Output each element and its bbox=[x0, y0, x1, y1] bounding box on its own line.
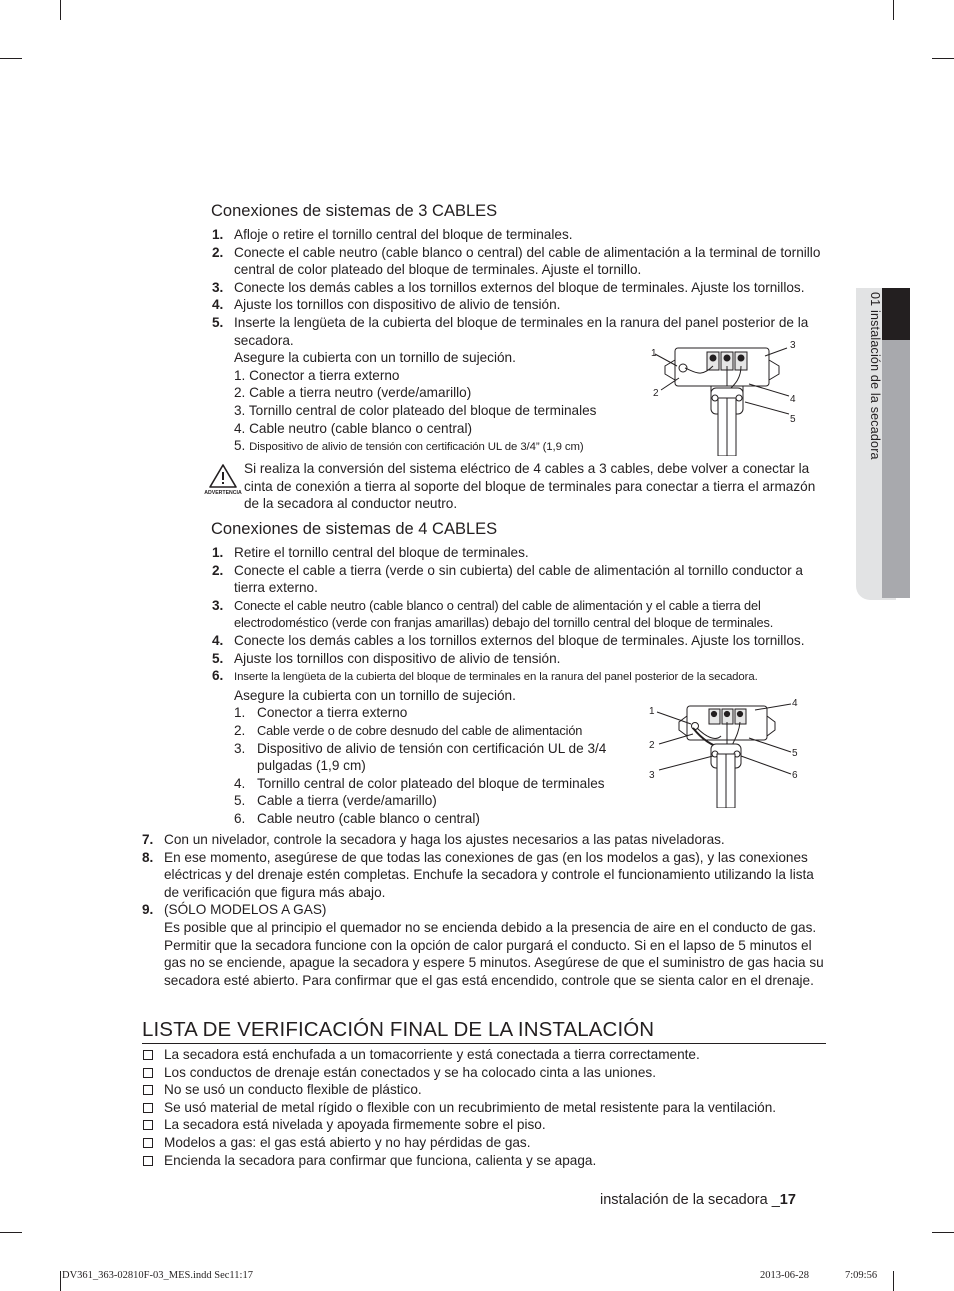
checkbox[interactable] bbox=[143, 1050, 153, 1060]
page-number: 17 bbox=[779, 1192, 796, 1208]
list-item: 4. Tornillo central de color plateado del bloque de terminales bbox=[234, 775, 605, 791]
slug-time: 7:09:56 bbox=[845, 1270, 878, 1281]
crop-mark bbox=[60, 0, 61, 20]
list-item: 3. Conecte el cable neutro (cable blanco o central) del cable de alimentación y el cable a tierra del electrodoméstico (verde con franjas amarillas) debajo del tornillo central del bloque de terminales. bbox=[212, 597, 774, 631]
diagram-label: 6 bbox=[792, 770, 798, 781]
diagram-label: 5 bbox=[792, 748, 798, 759]
main-steps bbox=[142, 831, 826, 989]
checkbox[interactable] bbox=[143, 1068, 153, 1078]
slug-date: 2013-06-28 bbox=[760, 1270, 809, 1281]
crop-mark bbox=[932, 58, 954, 59]
list-item: 6. Cable neutro (cable blanco o central) bbox=[234, 810, 480, 826]
list-item: 5. Ajuste los tornillos con dispositivo de alivio de tensión. bbox=[212, 650, 561, 666]
list-item: 9. (SÓLO MODELOS A GAS) Es posible que al principio el quemador no se encienda debido a la presencia de aire en el conducto de gas. Permitir que la secadora funcione con la opción de calor purgará el conducto. Si en el lapso de 5 minutos el gas no se enciende, apague la secadora y espere 5 minutos. Asegúrese de que el suministro de gas hacia su secadora esté abierto. Para confirmar que el gas está encendido, controle que se sienta calor en el drenaje. bbox=[142, 901, 826, 989]
diagram-label: 3 bbox=[790, 340, 796, 351]
terminal-block-4-wire-diagram bbox=[645, 696, 805, 808]
section-3-wire-title: Conexiones de sistemas de 3 CABLES bbox=[211, 202, 498, 220]
diagram-label: 5 bbox=[790, 414, 796, 425]
crop-mark bbox=[0, 58, 22, 59]
checkbox[interactable] bbox=[143, 1138, 153, 1148]
list-item: 3. Dispositivo de alivio de tensión con certificación UL de 3/4 pulgadas (1,9 cm) bbox=[234, 740, 607, 774]
checkbox[interactable] bbox=[143, 1103, 153, 1113]
diagram-label: 2 bbox=[653, 388, 659, 399]
diagram-label: 4 bbox=[790, 394, 796, 405]
list-item: 1. Retire el tornillo central del bloque de terminales. bbox=[212, 545, 529, 560]
crop-mark bbox=[60, 1271, 61, 1291]
checklist-item: Modelos a gas: el gas está abierto y no hay pérdidas de gas. bbox=[142, 1134, 826, 1152]
section-4-wire-title: Conexiones de sistemas de 4 CABLES bbox=[211, 520, 498, 538]
list-item: 1. Conector a tierra externo bbox=[234, 367, 400, 383]
checklist-item: Encienda la secadora para confirmar que funciona, calienta y se apaga. bbox=[142, 1152, 826, 1170]
checkbox[interactable] bbox=[143, 1156, 153, 1166]
step-note: Asegure la cubierta con un tornillo de sujeción. bbox=[234, 350, 516, 366]
list-item: 5. Dispositivo de alivio de tensión con certificación UL de 3/4” (1,9 cm) bbox=[234, 438, 584, 454]
checkbox[interactable] bbox=[143, 1120, 153, 1130]
parts-list bbox=[234, 704, 618, 827]
diagram-label: 1 bbox=[651, 348, 657, 359]
crop-mark bbox=[893, 1271, 894, 1291]
crop-mark bbox=[893, 0, 894, 20]
warning-icon-label: ADVERTENCIA bbox=[204, 490, 242, 496]
page-footer: instalación de la secadora _17 bbox=[600, 1192, 796, 1208]
step-note: Asegure la cubierta con un tornillo de sujeción. bbox=[234, 687, 516, 703]
checklist-item: La secadora está nivelada y apoyada firmemente sobre el piso. bbox=[142, 1116, 826, 1134]
side-tab-marker bbox=[882, 288, 910, 340]
checklist bbox=[142, 1046, 826, 1169]
checkbox[interactable] bbox=[143, 1085, 153, 1095]
list-item: 8. En ese momento, asegúrese de que todas las conexiones de gas (en los modelos a gas), y las conexiones eléctricas y del drenaje estén completas. Enchufe la secadora y controle el funcionamiento utilizando la lista de verificación que figura más abajo. bbox=[142, 849, 814, 900]
list-item: 2. Conecte el cable a tierra (verde o sin cubierta) del cable de alimentación al tornillo conductor a tierra externo. bbox=[212, 562, 803, 596]
diagram-label: 2 bbox=[649, 740, 655, 751]
list-item: 5. Inserte la lengüeta de la cubierta del bloque de terminales en la ranura del panel posterior de la secadora. Asegure la cubierta con un tornillo de sujeción. 1. Conector a tierra externo 2. Cable a tierra neutro (verde/amarillo) 3. Tornillo central de color plateado del bloque de terminales 4. Cable neutro (cable blanco o central) 5. Dispositivo de alivio de tensión con certificación UL de 3/4” (1,9 cm) bbox=[212, 314, 826, 457]
crop-mark bbox=[0, 1232, 22, 1233]
warning-text: Si realiza la conversión del sistema eléctrico de 4 cables a 3 cables, debe volver a conectar la cinta de conexión a tierra al soporte del bloque de terminales para conectar a tierra el armazón de la secadora al conductor neutro. bbox=[244, 461, 816, 512]
list-item: 1. Conector a tierra externo bbox=[234, 705, 408, 721]
crop-mark bbox=[932, 1232, 954, 1233]
list-item: 2. Cable a tierra neutro (verde/amarillo) bbox=[234, 385, 472, 401]
list-item: 6. Inserte la lengüeta de la cubierta del bloque de terminales en la ranura del panel posterior de la secadora. Asegure la cubierta con un tornillo de sujeción. 1. Conector a tierra externo 2. Cable verde o de cobre desnudo del cable de alimentación 3. Dispositivo de alivio de tensión con certificación UL de 3/4 pulgadas (1,9 cm) 4. Tornillo central de color plateado del bloque de terminales 5. Cable a tierra (verde/amarillo) 6. Cable neutro (cable blanco o central) bbox=[212, 668, 758, 826]
list-item: 4. Conecte los demás cables a los tornillos externos del bloque de terminales. Ajuste los tornillos. bbox=[212, 632, 805, 648]
list-item: 3. Tornillo central de color plateado del bloque de terminales bbox=[234, 402, 597, 418]
list-item: 4. Cable neutro (cable blanco o central) bbox=[234, 420, 473, 436]
diagram-label: 4 bbox=[792, 698, 798, 709]
slug-file: DV361_363-02810F-03_MES.indd Sec11:17 bbox=[62, 1270, 253, 1281]
checklist-item: Se usó material de metal rígido o flexible con un recubrimiento de metal resistente para la ventilación. bbox=[142, 1099, 826, 1117]
step-note: Es posible que al principio el quemador no se encienda debido a la presencia de aire en el conducto de gas. Permitir que la secadora funcione con la opción de calor purgará el conducto. Si en el lapso de 5 minutos el gas no se enciende, apague la secadora y espere 5 minutos. Asegúrese de que el suministro de gas hacia su secadora esté abierto. Para confirmar que el gas está encendido, controle que se sienta calor en el drenaje. bbox=[164, 919, 824, 988]
checklist-item: Los conductos de drenaje están conectados y se ha colocado cinta a las uniones. bbox=[142, 1064, 826, 1082]
checklist-item: La secadora está enchufada a un tomacorriente y está conectada a tierra correctamente. bbox=[142, 1046, 826, 1064]
checklist-item: No se usó un conducto flexible de plástico. bbox=[142, 1081, 826, 1099]
terminal-block-3-wire-diagram bbox=[645, 338, 805, 456]
side-tab-bar bbox=[882, 340, 910, 598]
diagram-label: 3 bbox=[649, 770, 655, 781]
list-item: 5. Cable a tierra (verde/amarillo) bbox=[234, 793, 437, 809]
diagram-label: 1 bbox=[649, 706, 655, 717]
list-item: 2. Cable verde o de cobre desnudo del cable de alimentación bbox=[234, 722, 583, 738]
list-item: 7. Con un nivelador, controle la secadora y haga los ajustes necesarios a las patas niveladoras. bbox=[142, 832, 725, 847]
list-item: 1. Afloje o retire el tornillo central del bloque de terminales. bbox=[212, 227, 573, 242]
checklist-title: LISTA DE VERIFICACIÓN FINAL DE LA INSTALACIÓN bbox=[142, 1018, 826, 1044]
list-item: 4. Ajuste los tornillos con dispositivo de alivio de tensión. bbox=[212, 297, 561, 313]
side-tab-label: 01 instalación de la secadora bbox=[868, 292, 882, 460]
list-item: 2. Conecte el cable neutro (cable blanco o central) del cable de alimentación a la terminal de tornillo central de color plateado del bloque de terminales. Ajuste el tornillo. bbox=[212, 244, 821, 278]
warning-icon bbox=[203, 462, 243, 496]
list-item: 3. Conecte los demás cables a los tornillos externos del bloque de terminales. Ajuste los tornillos. bbox=[212, 279, 805, 295]
